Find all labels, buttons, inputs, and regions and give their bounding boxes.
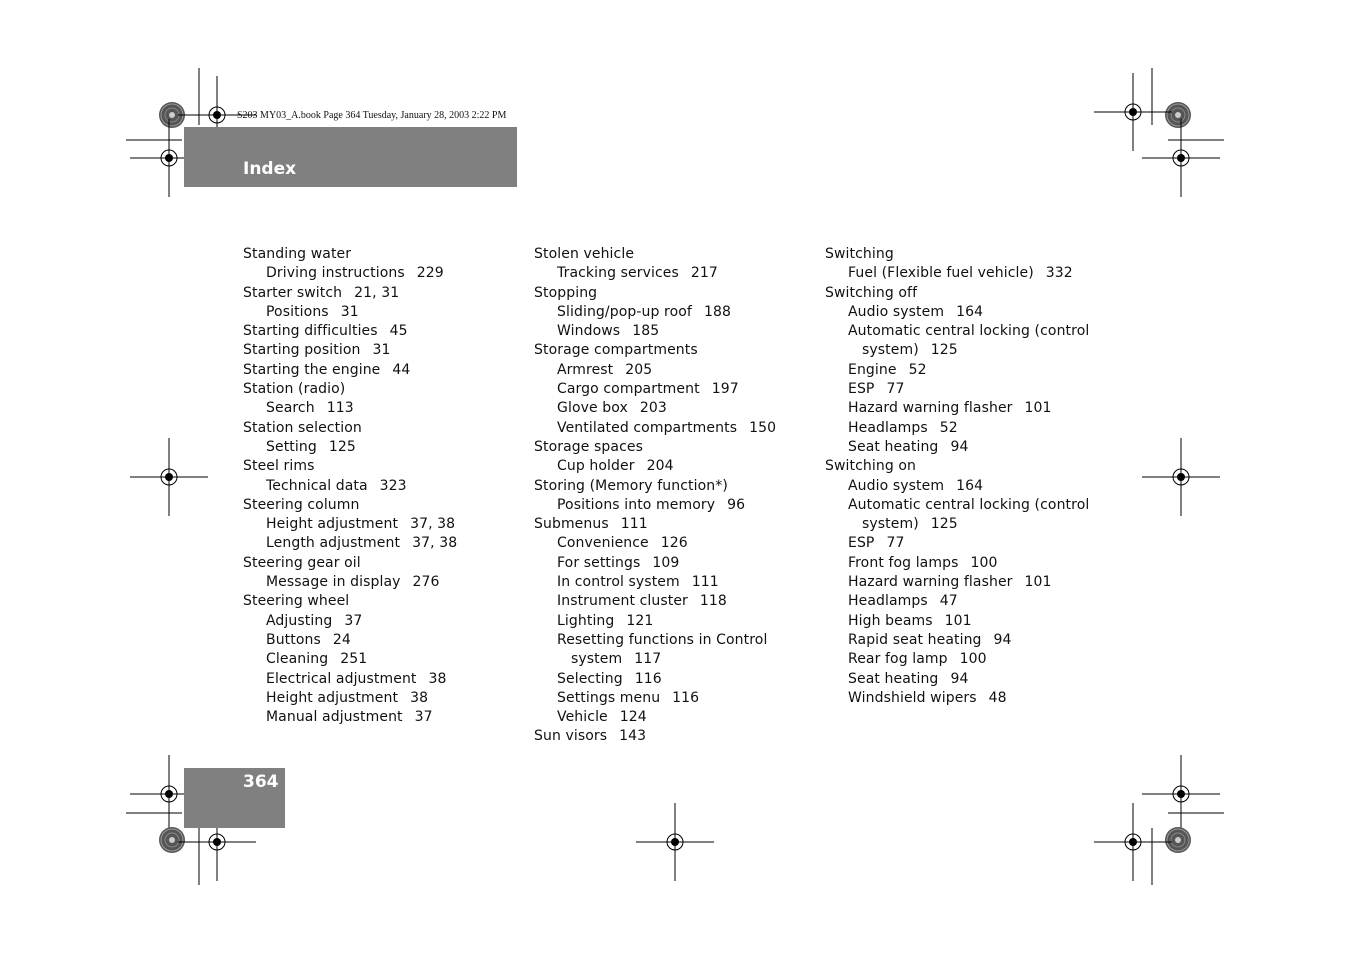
index-entry xyxy=(534,438,814,457)
index-term: Switching off xyxy=(825,284,918,301)
index-page-ref: 44 xyxy=(392,361,411,378)
index-entry xyxy=(243,612,523,631)
index-column-2 xyxy=(534,245,814,747)
index-term: Buttons xyxy=(266,631,321,648)
index-entry xyxy=(534,419,814,438)
index-page-ref: 100 xyxy=(959,651,987,668)
index-page-ref: 113 xyxy=(326,400,354,417)
index-entry xyxy=(243,284,523,303)
index-page-ref: 38 xyxy=(428,670,447,687)
index-entry xyxy=(825,612,1105,631)
index-page-ref: 94 xyxy=(993,631,1012,648)
index-entry xyxy=(243,650,523,669)
index-term: Starting the engine xyxy=(243,361,381,378)
index-page-ref: 52 xyxy=(908,361,927,378)
index-term: Storage spaces xyxy=(534,438,643,455)
index-page-ref: 101 xyxy=(1024,574,1052,591)
index-page-ref: 31 xyxy=(340,303,359,320)
index-entry xyxy=(243,496,523,515)
index-entry xyxy=(534,341,814,360)
index-page-ref: 100 xyxy=(970,554,998,571)
index-term: Windshield wipers xyxy=(848,689,977,706)
index-entry xyxy=(825,341,1105,360)
index-term: Armrest xyxy=(557,361,614,378)
index-entry xyxy=(243,303,523,322)
index-page-ref: 94 xyxy=(950,438,969,455)
index-page-ref: 111 xyxy=(620,516,648,533)
index-entry xyxy=(825,303,1105,322)
index-entry xyxy=(534,534,814,553)
index-entry xyxy=(243,361,523,380)
index-entry xyxy=(534,496,814,515)
index-term: Windows xyxy=(557,323,621,340)
index-term: Tracking services xyxy=(557,265,679,282)
index-entry xyxy=(534,399,814,418)
index-term: Switching on xyxy=(825,458,917,475)
index-entry xyxy=(243,380,523,399)
section-header xyxy=(184,127,517,187)
index-term: Storing (Memory function*) xyxy=(534,477,728,494)
index-entry xyxy=(825,534,1105,553)
index-term: system) xyxy=(862,342,919,359)
index-page-ref: 188 xyxy=(703,303,731,320)
index-page-ref: 117 xyxy=(634,651,662,668)
index-term: Length adjustment xyxy=(266,535,401,552)
index-page-ref: 126 xyxy=(660,535,688,552)
index-term: ESP xyxy=(848,535,875,552)
index-page-ref: 323 xyxy=(379,477,407,494)
index-term: Station selection xyxy=(243,419,362,436)
index-entry xyxy=(825,264,1105,283)
index-term: Stopping xyxy=(534,284,598,301)
index-term: Engine xyxy=(848,361,897,378)
index-term: Seat heating xyxy=(848,670,939,687)
index-page-ref: 37 xyxy=(344,612,363,629)
index-column-3 xyxy=(825,245,1105,708)
index-entry xyxy=(534,727,814,746)
index-entry xyxy=(825,670,1105,689)
index-page-ref: 203 xyxy=(639,400,667,417)
index-entry xyxy=(534,303,814,322)
index-term: Lighting xyxy=(557,612,615,629)
index-entry xyxy=(534,592,814,611)
index-term: Settings menu xyxy=(557,689,661,706)
index-entry xyxy=(243,689,523,708)
index-page-ref: 96 xyxy=(727,496,746,513)
index-term: Rapid seat heating xyxy=(848,631,982,648)
index-entry xyxy=(534,264,814,283)
index-page-ref: 143 xyxy=(619,728,647,745)
index-entry xyxy=(825,554,1105,573)
index-term: Steel rims xyxy=(243,458,315,475)
index-term: Automatic central locking (control xyxy=(848,496,1090,513)
index-term: Height adjustment xyxy=(266,689,399,706)
index-page-ref: 121 xyxy=(626,612,654,629)
index-term: Message in display xyxy=(266,574,401,591)
index-term: Starter switch xyxy=(243,284,343,301)
index-entry xyxy=(825,650,1105,669)
index-term: Manual adjustment xyxy=(266,709,403,726)
index-term: Glove box xyxy=(557,400,628,417)
index-entry xyxy=(825,419,1105,438)
index-term: Rear fog lamp xyxy=(848,651,948,668)
index-entry xyxy=(534,380,814,399)
index-term: Station (radio) xyxy=(243,381,346,398)
index-term: Headlamps xyxy=(848,419,928,436)
index-term: Cup holder xyxy=(557,458,635,475)
index-entry xyxy=(243,322,523,341)
section-title: Index xyxy=(243,159,297,179)
index-entry xyxy=(825,438,1105,457)
index-term: ESP xyxy=(848,381,875,398)
index-entry xyxy=(534,477,814,496)
index-term: Storage compartments xyxy=(534,342,698,359)
index-term: Ventilated compartments xyxy=(557,419,738,436)
index-term: Front fog lamps xyxy=(848,554,959,571)
index-entry xyxy=(534,322,814,341)
index-term: Sliding/pop-up roof xyxy=(557,303,692,320)
index-term: Adjusting xyxy=(266,612,333,629)
index-entry xyxy=(825,284,1105,303)
print-slug: S203 MY03_A.book Page 364 Tuesday, January 28, 2003 2:22 PM xyxy=(237,110,507,121)
index-page-ref: 276 xyxy=(412,574,440,591)
index-entry xyxy=(243,341,523,360)
index-page-ref: 37, 38 xyxy=(412,535,458,552)
index-term: Electrical adjustment xyxy=(266,670,417,687)
index-page-ref: 251 xyxy=(340,651,368,668)
index-entry xyxy=(825,361,1105,380)
index-term: Positions into memory xyxy=(557,496,716,513)
index-entry xyxy=(243,399,523,418)
index-term: For settings xyxy=(557,554,641,571)
index-page-ref: 31 xyxy=(372,342,391,359)
index-entry xyxy=(243,457,523,476)
index-page-ref: 48 xyxy=(988,689,1007,706)
index-page-ref: 205 xyxy=(625,361,653,378)
index-term: Switching xyxy=(825,246,894,262)
index-page-ref: 125 xyxy=(328,438,356,455)
index-page-ref: 229 xyxy=(416,265,444,282)
index-entry xyxy=(243,708,523,727)
index-entry xyxy=(825,573,1105,592)
index-term: Steering gear oil xyxy=(243,554,361,571)
index-term: Hazard warning flasher xyxy=(848,400,1013,417)
index-entry xyxy=(243,631,523,650)
index-term: Audio system xyxy=(848,477,945,494)
index-entry xyxy=(825,631,1105,650)
index-page-ref: 37 xyxy=(414,709,433,726)
index-term: Audio system xyxy=(848,303,945,320)
index-term: Headlamps xyxy=(848,593,928,610)
index-page-ref: 116 xyxy=(672,689,700,706)
index-entry xyxy=(534,457,814,476)
index-entry xyxy=(825,496,1105,515)
index-page-ref: 185 xyxy=(632,323,660,340)
index-page-ref: 101 xyxy=(1024,400,1052,417)
index-page-ref: 125 xyxy=(930,342,958,359)
index-page-ref: 38 xyxy=(410,689,429,706)
index-entry xyxy=(243,477,523,496)
index-page-ref: 77 xyxy=(886,381,905,398)
index-entry xyxy=(243,245,523,264)
index-entry xyxy=(243,419,523,438)
index-page-ref: 77 xyxy=(886,535,905,552)
index-entry xyxy=(825,380,1105,399)
index-entry xyxy=(825,592,1105,611)
index-term: Automatic central locking (control xyxy=(848,323,1090,340)
index-page-ref: 150 xyxy=(749,419,777,436)
index-page-ref: 37, 38 xyxy=(410,516,456,533)
index-page-ref: 332 xyxy=(1045,265,1073,282)
index-entry xyxy=(825,689,1105,708)
index-entry xyxy=(534,708,814,727)
index-page-ref: 47 xyxy=(939,593,958,610)
index-page-ref: 111 xyxy=(691,574,719,591)
index-page-ref: 21, 31 xyxy=(354,284,400,301)
index-term: Starting position xyxy=(243,342,361,359)
index-page-ref: 164 xyxy=(956,303,984,320)
index-term: Convenience xyxy=(557,535,649,552)
index-page-ref: 116 xyxy=(634,670,662,687)
index-column-1 xyxy=(243,245,523,727)
index-term: Steering wheel xyxy=(243,593,350,610)
index-page-ref: 24 xyxy=(332,631,351,648)
index-entry xyxy=(534,670,814,689)
index-term: system) xyxy=(862,516,919,533)
index-page-ref: 164 xyxy=(956,477,984,494)
page-number-box xyxy=(184,768,285,828)
index-term: Seat heating xyxy=(848,438,939,455)
index-entry xyxy=(534,612,814,631)
index-entry xyxy=(243,592,523,611)
index-entry xyxy=(534,573,814,592)
index-term: system xyxy=(571,651,623,668)
index-term: Resetting functions in Control xyxy=(557,631,768,648)
index-term: Submenus xyxy=(534,516,609,533)
index-entry xyxy=(534,650,814,669)
index-term: Standing water xyxy=(243,246,352,262)
index-entry xyxy=(825,457,1105,476)
index-term: Setting xyxy=(266,438,317,455)
index-entry xyxy=(534,515,814,534)
index-term: Cleaning xyxy=(266,651,329,668)
index-entry xyxy=(534,554,814,573)
index-page-ref: 125 xyxy=(930,516,958,533)
index-page-ref: 124 xyxy=(619,709,647,726)
index-entry xyxy=(243,554,523,573)
index-entry xyxy=(243,670,523,689)
index-term: Instrument cluster xyxy=(557,593,688,610)
index-entry xyxy=(243,438,523,457)
index-term: Starting difficulties xyxy=(243,323,378,340)
index-term: Stolen vehicle xyxy=(534,246,635,262)
index-page-ref: 109 xyxy=(652,554,680,571)
index-entry xyxy=(825,399,1105,418)
page-number: 364 xyxy=(243,772,279,792)
index-entry xyxy=(825,245,1105,264)
index-term: Selecting xyxy=(557,670,623,687)
index-entry xyxy=(534,245,814,264)
index-term: In control system xyxy=(557,574,680,591)
index-page-ref: 197 xyxy=(711,381,739,398)
index-term: Sun visors xyxy=(534,728,608,745)
index-entry xyxy=(534,284,814,303)
index-page-ref: 217 xyxy=(690,265,718,282)
index-entry xyxy=(534,361,814,380)
index-term: Height adjustment xyxy=(266,516,399,533)
index-term: Hazard warning flasher xyxy=(848,574,1013,591)
index-term: Steering column xyxy=(243,496,360,513)
index-term: Fuel (Flexible fuel vehicle) xyxy=(848,265,1034,282)
index-term: Cargo compartment xyxy=(557,381,700,398)
index-term: Driving instructions xyxy=(266,265,405,282)
index-entry xyxy=(825,515,1105,534)
index-entry xyxy=(243,264,523,283)
index-page-ref: 52 xyxy=(939,419,958,436)
index-term: Vehicle xyxy=(557,709,608,726)
index-entry xyxy=(534,631,814,650)
index-entry xyxy=(243,573,523,592)
index-page-ref: 204 xyxy=(646,458,674,475)
index-term: Search xyxy=(266,400,315,417)
index-entry xyxy=(825,477,1105,496)
index-page-ref: 118 xyxy=(699,593,727,610)
index-page-ref: 101 xyxy=(944,612,972,629)
index-page-ref: 94 xyxy=(950,670,969,687)
index-entry xyxy=(243,515,523,534)
index-entry xyxy=(825,322,1105,341)
index-entry xyxy=(243,534,523,553)
index-term: Positions xyxy=(266,303,329,320)
index-term: Technical data xyxy=(266,477,368,494)
index-term: High beams xyxy=(848,612,933,629)
index-page-ref: 45 xyxy=(389,323,408,340)
index-entry xyxy=(534,689,814,708)
